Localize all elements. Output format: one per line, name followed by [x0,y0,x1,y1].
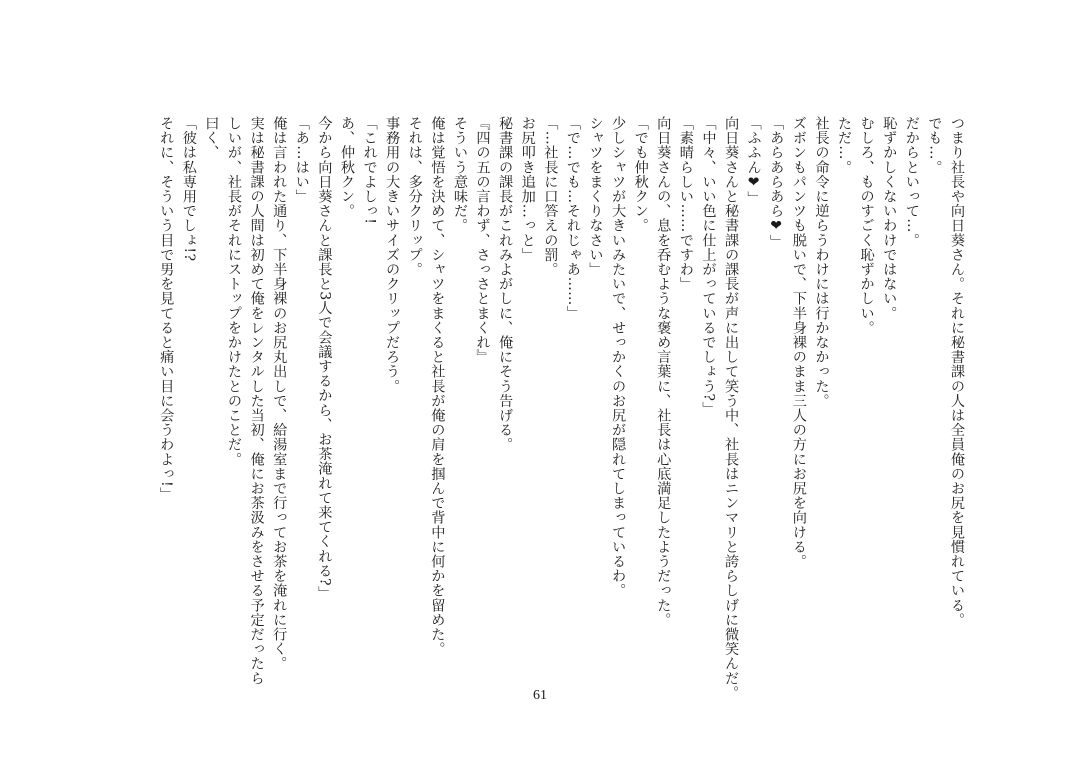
text-line: 実は秘書課の人間は初めて俺をレンタルした当初、俺にお茶汲みをさせる予定だったら [248,116,265,686]
text-line: 「彼は私専用でしょ!? [180,116,197,262]
text-line: だからといって…。 [903,116,920,248]
text-line: でも…。 [926,116,943,175]
text-line: 「あらあらあら❤」 [768,116,785,250]
text-line: 秘書課の課長がこれみよがしに、俺にそう告げる。 [497,116,514,452]
text-line: つまり社長や向日葵さん。それに秘書課の人は全員俺のお尻を見慣れている。 [949,116,965,627]
text-line: お尻叩き追加…っと」 [519,116,536,262]
text-line: ズボンもパンツも脱いで、下半身裸のまま三人の方にお尻を向ける。 [790,116,807,569]
text-line: むしろ、ものすごく恥ずかしい。 [858,116,875,335]
text-line: 向日葵さんと秘書課の課長が声に出して笑う中、社長はニンマリと誇らしげに微笑んだ。 [723,116,740,700]
text-line: 「あ…はい」 [293,116,310,204]
text-line: 曰く、 [203,116,220,160]
text-line: 「素晴らしい……ですわ」 [677,116,694,292]
text-line: ただ…。 [836,116,853,175]
text-line: しいが、社長がそれにストップをかけたとのことだ。 [226,116,242,467]
page-number: 61 [533,688,547,703]
text-line: 「で…でも…それじゃあ……」 [564,116,581,321]
text-line: 「ふふん❤」 [745,116,762,206]
text-line: それに、そういう目で男を見てると痛い目に会うわよっ!」 [158,116,175,502]
text-line: 少しシャツが大きいみたいで、せっかくのお尻が隠れてしまっているわ。 [610,116,627,598]
text-line: それは、多分クリップ。 [406,116,423,277]
text-line: シャツをまくりなさい」 [587,116,604,277]
text-line: 『四の五の言わず、さっさとまくれ』 [474,116,491,365]
text-line: 「…社長に口答えの罰。 [542,116,559,277]
text-line: 事務用の大きいサイズのクリップだろう。 [384,116,401,394]
text-line: 「でも仲秋クン。 [632,116,649,233]
text-line: 社長の命令に逆らうわけには行かなかった。 [813,116,830,408]
text-line: 今から向日葵さんと課長と3人で会議するから、お茶淹れて来てくれる?」 [316,116,333,601]
text-line: 「中々、いい色に仕上がっているでしょう?」 [700,116,717,417]
text-line: 向日葵さんの、息を呑むような褒め言葉に、社長は心底満足したようだった。 [655,116,672,627]
text-line: あ、仲秋クン。 [338,116,355,219]
text-line: 俺は言われた通り、下半身裸のお尻丸出しで、給湯室まで行ってお茶を淹れに行く。 [271,116,288,671]
text-line: そういう意味だ。 [451,116,468,233]
text-line: 恥ずかしくないわけではない。 [881,116,898,321]
text-line: 俺は覚悟を決めて、シャツをまくると社長が俺の肩を掴んで背中に何かを留めた。 [429,116,446,657]
text-line: 「これでよしっ! [361,116,378,225]
